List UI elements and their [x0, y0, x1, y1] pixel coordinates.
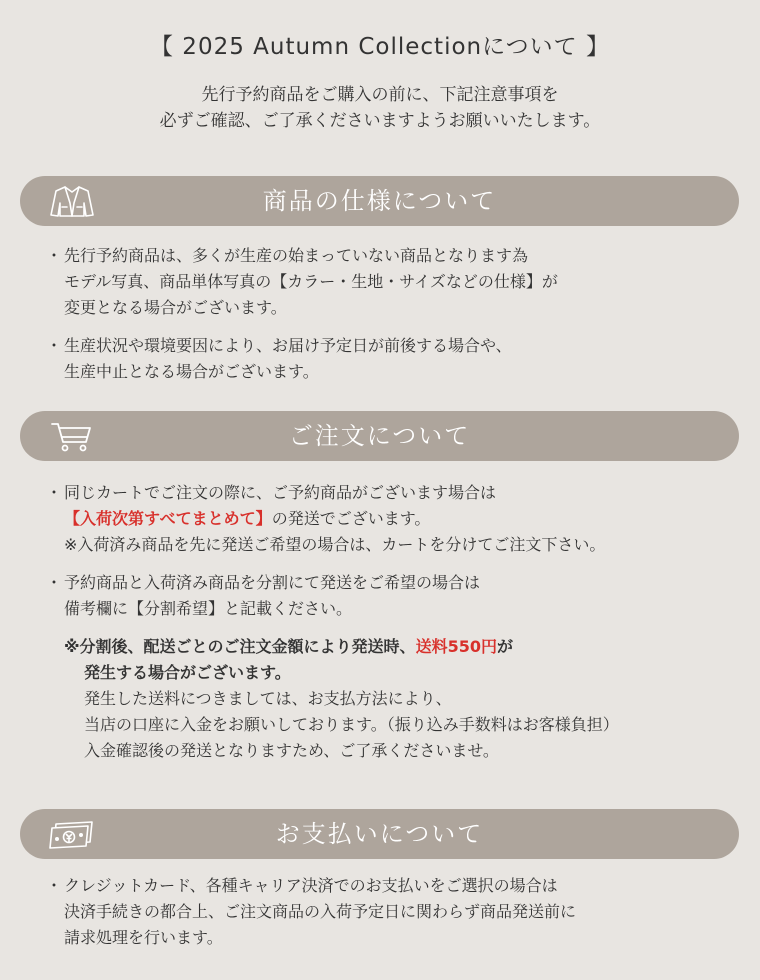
shipping-fee: 送料550円 [415, 637, 497, 656]
list-item: ・ クレジットカード、各種キャリア決済でのお支払いをご選択の場合は 決済手続きの都合上、ご注文商品の入荷予定日に関わらず商品発送前に 請求処理を行います。 [46, 873, 576, 951]
section-header-spec [20, 176, 739, 226]
shipping-note: ※分割後、配送ごとのご注文金額により発送時、送料550円が 発生する場合がございます。 発生した送料につきましては、お支払方法により、 当店の口座に入金をお願いしております。（振り込み手数料はお客様負担） 入金確認後の発送となりますため、ご了承くださいませ。 [64, 637, 619, 760]
list-item: ・ 先行予約商品は、多くが生産の始まっていない商品となります為 モデル写真、商品単体写真の【カラー・生地・サイズなどの仕様】が 変更となる場合がございます。 [46, 243, 558, 321]
highlight-text: 【入荷次第すべてまとめて】 [64, 509, 272, 528]
page-title: 【 2025 Autumn Collectionについて 】 [150, 34, 610, 60]
section-title-payment: お支払いについて [275, 820, 484, 848]
list-item: ・ 同じカートでご注文の際に、ご予約商品がございます場合は 【入荷次第すべてまとめて】の発送でございます。 ※入荷済み商品を先に発送ご希望の場合は、カートを分けてご注文下さい。 [46, 480, 605, 558]
intro-line: 必ずご確認、ご了承くださいますようお願いいたします。 [159, 111, 601, 131]
section-header-order [20, 411, 739, 461]
section-header-payment [20, 809, 739, 859]
section-title-spec: 商品の仕様について [262, 187, 497, 215]
section-title-order: ご注文について [288, 422, 471, 450]
list-item: ・ 予約商品と入荷済み商品を分割にて発送をご希望の場合は 備考欄に【分割希望】と記載ください。 [46, 570, 480, 622]
intro-line: 先行予約商品をご購入の前に、下記注意事項を [201, 85, 559, 105]
list-item: ・ 生産状況や環境要因により、お届け予定日が前後する場合や、 生産中止となる場合がございます。 [46, 333, 512, 385]
intro-text [0, 82, 760, 134]
